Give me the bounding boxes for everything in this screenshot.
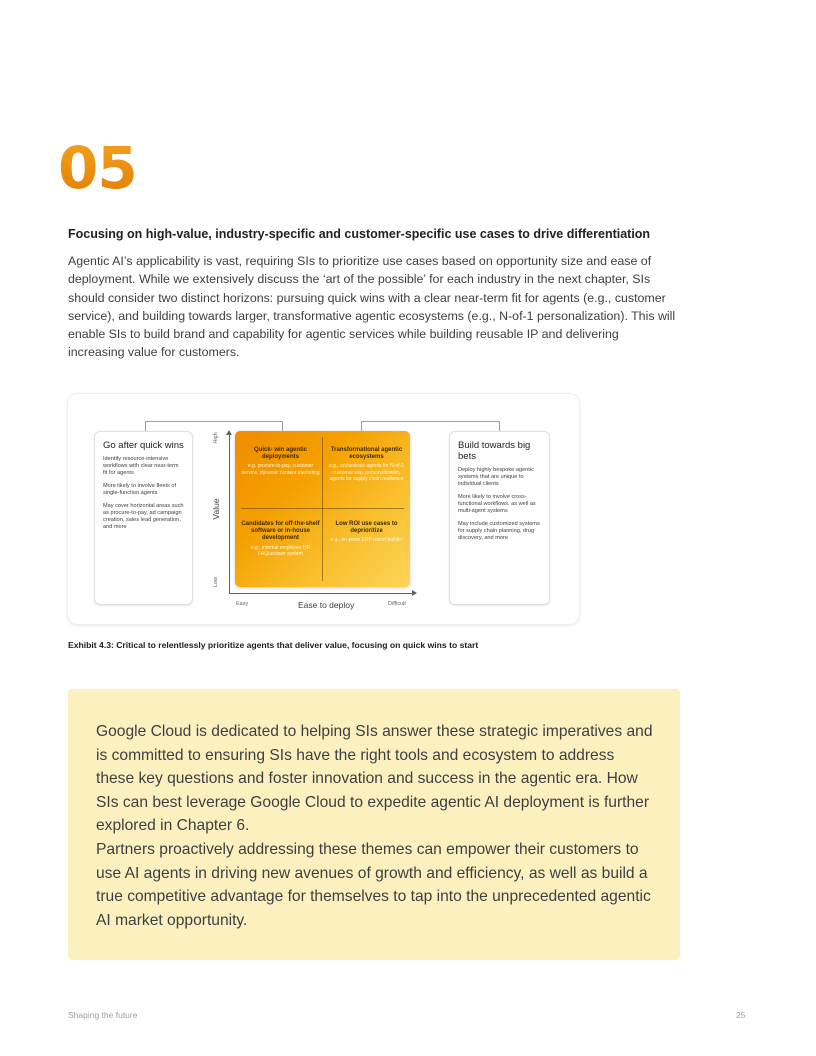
quadrant-example: e.g., orchestrate agents for N-of-1 customer exp. personalization, agents for supply chain resilience: [328, 463, 405, 482]
big-bets-card: [450, 432, 549, 604]
quadrant-example: e.g., on-prem ERP report builder: [330, 537, 403, 544]
big-bets-point: More likely to involve cross-functional workflows, as well as multi-agent systems: [458, 494, 536, 514]
quick-wins-point: May cover horizontal areas such as procure-to-pay, ad campaign creation, sales lead generation, and more: [103, 503, 184, 530]
y-axis-low-label: Low: [213, 576, 219, 588]
quadrant-low-roi: [325, 521, 408, 544]
section-number: 05: [58, 128, 137, 208]
quick-wins-point: Identify resource-intensive workflows with clear near-term fit for agents: [103, 456, 179, 476]
x-axis-low-label: Easy: [236, 601, 249, 607]
quadrant-example: e.g. procure-to-pay, customer service, dynamic content marketing: [241, 463, 320, 476]
quadrant-title: Candidates for off-the-shelf software or in-house development: [241, 521, 320, 542]
callout-box: [68, 689, 680, 960]
quick-wins-point: More likely to involve fleets of single-function agents: [103, 483, 177, 496]
quick-wins-title: Go after quick wins: [103, 440, 184, 451]
y-axis-high-label: High: [213, 432, 219, 444]
prioritization-matrix: [235, 431, 410, 587]
big-bets-point: Deploy highly bespoke agentic systems that are unique to individual clients: [458, 467, 534, 487]
callout-paragraph-1: Google Cloud is dedicated to helping SIs answer these strategic imperatives and is committed to ensuring SIs have the right tools and ecosystem to address these key questions and foster innovation and success in the agentic era. How SIs can best leverage Google Cloud to expedite agentic AI deployment is further explored in Chapter 6.: [96, 723, 653, 834]
exhibit-caption: Exhibit 4.3: Critical to relentlessly prioritize agents that deliver value, focusing on quick wins to start: [68, 640, 479, 650]
quadrant-example: e.g., internal employee HR FAQ/answer system: [250, 544, 311, 557]
intro-paragraph: Agentic AI’s applicability is vast, requiring SIs to prioritize use cases based on opportunity size and ease of deployment. While we extensively discuss the ‘art of the possible’ for each industry in the next chapter, SIs should consider two distinct horizons: pursuing quick wins with a clear near-term fit for agents (e.g., customer service), and building towards larger, transformative agentic ecosystems (e.g., N-of-1 personalization). This will enable SIs to build brand and capability for agentic services while building reusable IP and delivering increasing value for customers.: [68, 254, 676, 360]
quadrant-title: Low ROI use cases to deprioritize: [335, 521, 398, 535]
y-axis-line: [229, 434, 230, 594]
matrix-vertical-divider: [322, 437, 323, 581]
quick-wins-card: [95, 432, 192, 604]
quadrant-transformational: [325, 447, 408, 482]
x-axis-title: Ease to deploy: [298, 600, 355, 610]
quadrant-off-the-shelf: [239, 521, 322, 557]
big-bets-title: Build towards big bets: [458, 440, 531, 462]
page-number: 25: [736, 1010, 746, 1020]
quadrant-title: Transformational agentic ecosystems: [330, 447, 403, 461]
callout-paragraph-2: Partners proactively addressing these themes can empower their customers to use AI agents in driving new avenues of growth and efficiency, as well as build a true competitive advantage for themselves to tap into the unprecedented agentic AI market opportunity.: [96, 841, 651, 929]
section-heading: Focusing on high-value, industry-specific and customer-specific use cases to drive differentiation: [68, 227, 651, 241]
quadrant-quick-win: [239, 447, 322, 476]
matrix-horizontal-divider: [241, 508, 404, 509]
x-axis-high-label: Difficult: [388, 601, 406, 607]
quadrant-title: Quick- win agentic deployments: [253, 447, 307, 461]
y-axis-arrow: [226, 430, 232, 435]
big-bets-point: May include customized systems for supply chain planning, drug discovery, and more: [458, 521, 540, 541]
x-axis-line: [229, 593, 414, 594]
y-axis-title: Value: [211, 498, 221, 520]
x-axis-arrow: [412, 590, 417, 596]
footer-title: Shaping the future: [68, 1010, 138, 1020]
